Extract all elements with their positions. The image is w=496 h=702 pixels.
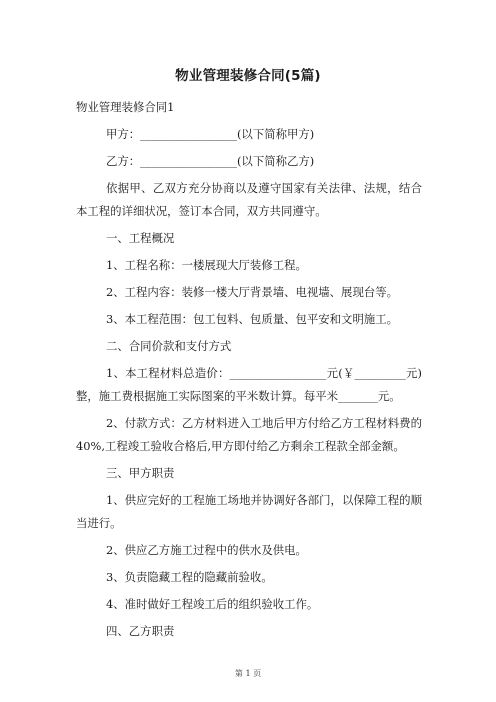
document-title: 物业管理装修合同(5篇) [175,68,321,84]
clause-2-1: 1、本工程材料总造价：_________________元(￥_________元)整，施工费根据施工实际图案的平米数计算。每平米_______元。 [76,366,422,403]
section-heading-4: 四、乙方职责 [106,624,175,638]
clause-1-2: 2、工程内容：装修一楼大厅背景墙、电视墙、展现台等。 [106,285,399,299]
section-heading-3: 三、甲方职责 [106,466,175,480]
contract-subtitle: 物业管理装修合同1 [76,100,175,114]
section-heading-1: 一、工程概况 [106,231,175,245]
clause-1-1: 1、工程名称：一楼展现大厅装修工程。 [106,258,307,272]
clause-2-2: 2、付款方式：乙方材料进入工地后甲方付给乙方工程材料费的40%,工程竣工验收合格后,甲方即付给乙方剩余工程款全部金额。 [76,416,422,453]
intro-paragraph: 依据甲、乙双方充分协商以及遵守国家有关法律、法规，结合本工程的详细状况，签订本合同，双方共同遵守。 [76,181,422,218]
party-a-line: 甲方：_________________(以下简称甲方) [106,127,315,141]
clause-3-4: 4、准时做好工程竣工后的组织验收工作。 [106,597,319,611]
document-body [76,96,422,643]
clause-3-2: 2、供应乙方施工过程中的供水及供电。 [106,543,307,557]
clause-1-3: 3、本工程范围：包工包料、包质量、包平安和文明施工。 [106,312,399,326]
section-heading-2: 二、合同价款和支付方式 [106,339,232,353]
clause-3-1: 1、供应完好的工程施工场地并协调好各部门，以保障工程的顺当进行。 [76,493,422,530]
party-b-line: 乙方：_________________(以下简称乙方) [106,154,315,168]
clause-3-3: 3、负责隐藏工程的隐藏前验收。 [106,570,273,584]
page-number: 第 1 页 [234,669,262,678]
